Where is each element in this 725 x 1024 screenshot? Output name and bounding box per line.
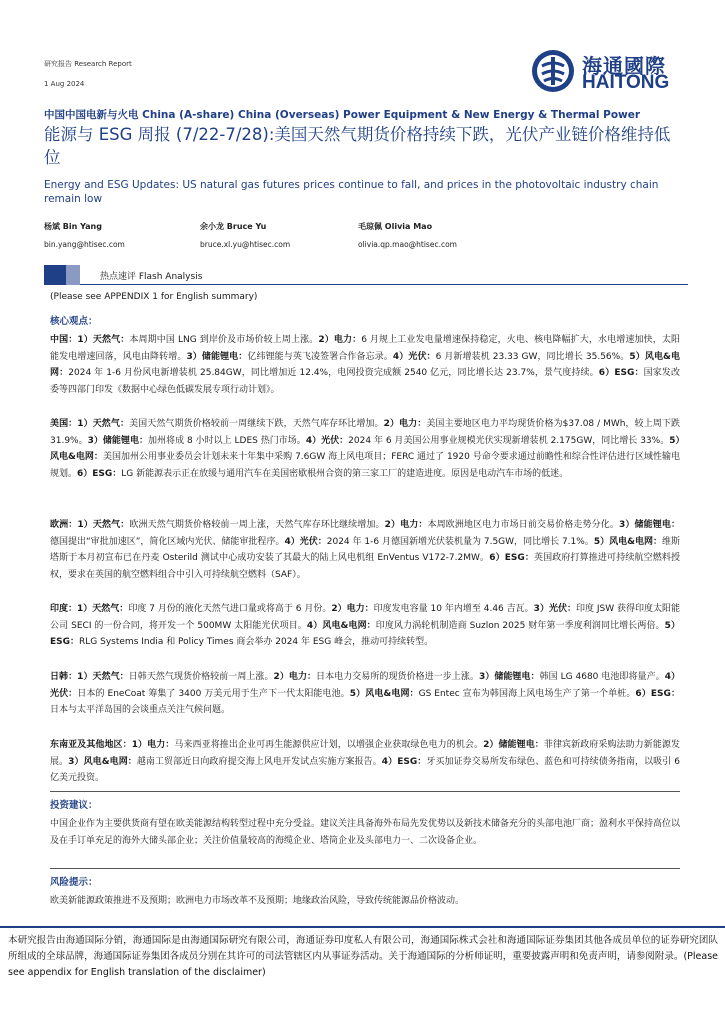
author-email[interactable]: bruce.xl.yu@htisec.com xyxy=(200,240,291,249)
paragraph-label: 2）电力： xyxy=(318,335,362,345)
paragraph-label: 4）光伏： xyxy=(305,435,349,446)
flash-bar-block-dark xyxy=(44,265,66,285)
paragraph-text: 日本与太平洋岛国的会谈重点关注气候问题。 xyxy=(50,705,231,716)
paragraph-europe xyxy=(50,517,680,583)
author-email[interactable]: bin.yang@htisec.com xyxy=(44,240,125,249)
flash-bar-rule xyxy=(80,284,688,285)
paragraph-text: 美国加州公用事业委员会计划未来十年集中采购 7.6GW 海上风电项目；FERC 通过了 1920 号命令要求通过前瞻性和综合性评估进行区域性输电规划。 xyxy=(50,452,680,479)
paragraph-label: 4）风电&电网： xyxy=(306,620,376,631)
paragraph-china xyxy=(50,332,680,398)
risk-text: 欧美新能源政策推进不及预期；欧洲电力市场改革不及预期；地缘政治风险，导致传统能源品价格波动。 xyxy=(50,896,465,906)
investment-text: 中国企业作为主要供货商有望在欧美能源结构转型过程中充分受益。建议关注具备海外布局先发优势以及新技术储备充分的头部电池厂商；盈利水平保持高位以及在手订单充足的海外大储头部企业；关注价值量较高的海缆企业、塔筒企业及头部电力一、二次设备企业。 xyxy=(50,819,681,846)
author-name: 余小龙 Bruce Yu xyxy=(200,222,267,231)
author-1 xyxy=(44,221,125,249)
paragraph-label: 5）风电&电网： xyxy=(593,536,662,547)
report-date: 1 Aug 2024 xyxy=(44,80,85,88)
haitong-emblem-icon xyxy=(530,48,576,94)
logo-text-cn: 海通國際 xyxy=(582,54,666,78)
paragraph-label: 5）风电&电网： xyxy=(50,351,680,379)
paragraph-label: 5）风电&电网： xyxy=(50,435,681,463)
paragraph-label: 2）储能锂电： xyxy=(483,740,544,750)
paragraph-label: 6）ESG： xyxy=(598,368,644,379)
paragraph-label: 4）ESG： xyxy=(381,756,427,767)
core-views-heading: 核心观点： xyxy=(50,316,98,327)
flash-analysis-bar xyxy=(44,265,688,285)
paragraph-text: 亿纬锂能与英飞凌签署合作备忘录。 xyxy=(247,351,393,362)
paragraph-text: 2024 年 6 月美国公用事业规模光伏实现新增装机 2.175GW，同比增长 33%。 xyxy=(348,435,670,446)
report-title: 能源与 ESG 周报 (7/22-7/28):美国天然气期货价格持续下跌，光伏产业链价格维持低位 xyxy=(44,125,671,167)
paragraph-text: 维斯塔斯于本月初宣布已在丹麦 Osterild 测试中心成功安装了其最大的陆上风电机组 EnVentus V172-7.2MW。 xyxy=(50,536,680,564)
paragraph-text: 英国政府打算推进可持续航空燃料授权，要求在英国的航空燃料组合中引入可持续航空燃料（SAF）。 xyxy=(50,553,680,580)
paragraph-text: 印度 7 月份的液化天然气进口量或将高于 6 月份。 xyxy=(128,604,332,614)
paragraph-label: 3）风电&电网： xyxy=(68,756,137,767)
author-3 xyxy=(358,221,457,249)
paragraph-label: 美国：1）天然气： xyxy=(50,419,130,429)
paragraph-label: 中国：1）天然气： xyxy=(50,335,130,345)
disclaimer-footer: 本研究报告由海通国际分销，海通国际是由海通国际研究有限公司，海通证券印度私人有限公司，海通国际株式会社和海通国际证券集团其他各成员单位的证券研究团队所组成的全球品牌，海通国际证券集团各成员分别在其许可的司法管辖区内从事证券活动。关于海通国际的分析师证明，重要披露声明和免责声明，请参阅附录。(Please see appendix for English translation of the disclaimer) xyxy=(8,935,718,978)
paragraph-label: 2）电力： xyxy=(273,672,317,682)
paragraph-label: 6）ESG： xyxy=(77,468,122,479)
paragraph-label: 3）储能锂电： xyxy=(87,435,149,446)
paragraph-sea xyxy=(50,737,680,787)
flash-bar-block-light xyxy=(66,265,80,285)
paragraph-text: 6 月规上工业发电量增速保持稳定，火电、核电降幅扩大，水电增速加快，太阳能发电增速回落，风电由降转增。 xyxy=(50,335,681,362)
paragraph-text: 6 月新增装机 23.33 GW，同比增长 35.56%。 xyxy=(435,351,630,362)
paragraph-label: 印度：1）天然气： xyxy=(50,604,129,614)
paragraph-text: 本周期中国 LNG 到岸价及市场价较上周上涨。 xyxy=(129,335,319,345)
paragraph-text: 日韩天然气现货价格较前一周上涨。 xyxy=(128,672,274,682)
author-name: 杨斌 Bin Yang xyxy=(44,222,102,231)
paragraph-text: RLG Systems India 和 Policy Times 商会举办 2024 年 ESG 峰会，推动可持续转型。 xyxy=(79,637,434,648)
paragraph-text: 2024 年 1-6 月德国新增光伏装机量为 7.5GW，同比增长 7.1%。 xyxy=(326,536,594,547)
paragraph-text: 印度发电容量 10 年内增至 4.46 吉瓦。 xyxy=(373,604,534,614)
paragraph-text: 加州将成 8 小时以上 LDES 热门市场。 xyxy=(148,435,306,446)
paragraph-label: 欧洲：1）天然气： xyxy=(50,520,130,530)
paragraph-text: 牙买加证券交易所发布绿色、蓝色和可持续债务指南，以吸引 6 亿美元投资。 xyxy=(50,756,680,784)
sector-line: 中国中国电新与火电 China (A-share) China (Overseas) Power Equipment & New Energy & Thermal Power xyxy=(44,109,641,121)
paragraph-text: 本周欧洲地区电力市场日前交易价格走势分化。 xyxy=(427,520,620,530)
report-subtitle: Energy and ESG Updates: US natural gas futures prices continue to fall, and prices in the photovoltaic industry chain remain low xyxy=(44,179,659,205)
paragraph-text: 日本的 EneCoat 筹集了 3400 万美元用于生产下一代太阳能电池。 xyxy=(77,688,350,699)
paragraph-label: 4）光伏： xyxy=(392,351,436,362)
author-2 xyxy=(200,221,290,249)
paragraph-text: GS Entec 宣布为韩国海上风电场生产了第一个单桩。 xyxy=(418,688,636,699)
divider xyxy=(50,791,680,792)
paragraph-label: 3）储能锂电： xyxy=(478,672,540,682)
paragraph-label: 4）光伏： xyxy=(50,672,681,699)
paragraph-text: 菲律宾新政府采购法助力新能源发展。 xyxy=(50,740,680,767)
paragraph-us xyxy=(50,416,680,482)
divider xyxy=(50,868,680,869)
paragraph-text: 国家发改委等四部门印发《数据中心绿色低碳发展专项行动计划》。 xyxy=(50,368,680,395)
paragraph-text: 越南工贸部近日向政府提交海上风电开发试点实施方案报告。 xyxy=(136,756,382,767)
paragraph-text: 印度风力涡轮机制造商 Suzlon 2025 财年第一季度利润同比增长两倍。 xyxy=(375,620,665,631)
author-email[interactable]: olivia.qp.mao@htisec.com xyxy=(358,240,457,249)
paragraph-text: 美国天然气期货价格较前一周继续下跌，天然气库存环比增加。 xyxy=(129,419,384,429)
paragraph-label: 2）电力： xyxy=(384,520,428,530)
paragraph-label: 3）光伏： xyxy=(533,604,576,614)
paragraph-label: 3）储能锂电： xyxy=(619,520,681,530)
report-type: 研究报告 Research Report xyxy=(44,60,132,68)
investment-heading: 投资建议： xyxy=(50,800,98,811)
paragraph-label: 5）ESG： xyxy=(50,620,680,648)
footer-rule xyxy=(0,926,725,928)
logo-text-en: HAITONG xyxy=(582,72,670,93)
paragraph-text: 欧洲天然气期货价格较前一周上涨，天然气库存环比继续增加。 xyxy=(129,520,385,530)
paragraph-text: 印度 JSW 获得印度太阳能公司 SECI 的一份合同，将开发一个 500MW 太阳能光伏项目。 xyxy=(50,604,681,631)
appendix-note: (Please see APPENDIX 1 for English summary) xyxy=(50,292,258,302)
paragraph-text: 2024 年 1-6 月份风电新增装机 25.84GW，同比增加近 12.4%，电网投资完成额 2540 亿元，同比增长达 23.7%，景气度持续。 xyxy=(68,368,599,379)
paragraph-label: 东南亚及其他地区：1）电力： xyxy=(50,740,175,750)
paragraph-japan xyxy=(50,669,680,719)
paragraph-text: 德国提出“审批加速区”，简化区域内光伏、储能审批程序。 xyxy=(50,536,285,547)
paragraph-label: 2）电力： xyxy=(331,604,374,614)
paragraph-text: LG 新能源表示正在放缓与通用汽车在美国密歇根州合资的第三家工厂的建造进度。原因是电动汽车市场的低迷。 xyxy=(121,468,569,479)
paragraph-text: 韩国 LG 4680 电池即将量产。 xyxy=(539,672,665,682)
paragraph-label: 3）储能锂电： xyxy=(186,351,248,362)
paragraph-india xyxy=(50,601,680,651)
paragraph-label: 5）风电&电网： xyxy=(349,688,419,699)
paragraph-label: 6）ESG： xyxy=(489,553,534,564)
paragraph-label: 2）电力： xyxy=(383,419,427,429)
paragraph-label: 4）光伏： xyxy=(284,536,327,547)
paragraph-text: 马来西亚将推出企业可再生能源供应计划，以增强企业获取绿色电力的机会。 xyxy=(174,740,484,750)
author-name: 毛琼佩 Olivia Mao xyxy=(358,222,433,231)
paragraph-text: 日本电力交易所的现货价格进一步上涨。 xyxy=(316,672,479,682)
paragraph-label: 6）ESG： xyxy=(635,688,680,699)
flash-analysis-label: 热点速评 Flash Analysis xyxy=(100,272,203,282)
risk-heading: 风险提示： xyxy=(50,877,98,888)
paragraph-text: 美国主要地区电力平均现货价格为$37.08 / MWh，较上周下跌 31.9%。 xyxy=(50,419,680,446)
haitong-logo xyxy=(530,48,680,93)
paragraph-label: 日韩：1）天然气： xyxy=(50,672,129,682)
